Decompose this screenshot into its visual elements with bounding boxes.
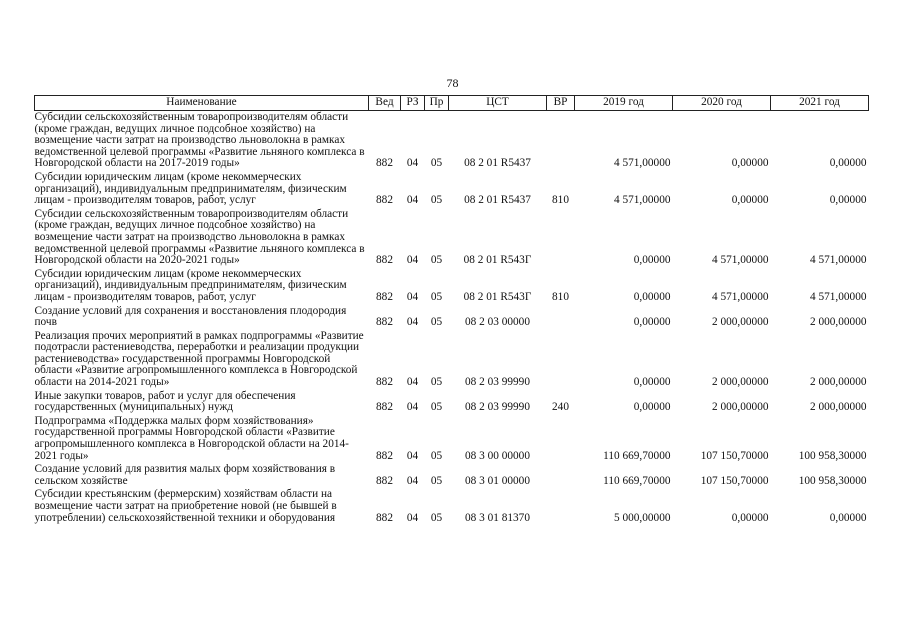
- cell-cst: 08 2 01 R543Г: [463, 254, 532, 267]
- header-rz: РЗ: [401, 96, 425, 111]
- table-header-row: [35, 96, 869, 111]
- cell-2020: 2 000,00000: [712, 316, 769, 329]
- cell-2020: 0,00000: [731, 511, 769, 524]
- cell-ved: 882: [376, 194, 393, 207]
- cell-2021: 2 000,00000: [810, 401, 867, 414]
- cell-ved: 882: [376, 511, 393, 524]
- header-2019: 2019 год: [575, 96, 673, 111]
- cell-name: Субсидии сельскохозяйственным товаропроизводителям области (кроме граждан, ведущих личное подсобное хозяйство) на возмещение части затрат на производство льноволокна в рамках ведомственной целевой программы «Развитие льняного комплекса в Новгородской области на 2017-2019 годы»: [34, 111, 365, 170]
- cell-vr: 810: [552, 194, 569, 207]
- cell-vr: [547, 111, 575, 171]
- cell-pr: 05: [430, 157, 443, 170]
- cell-cst: 08 2 01 R5437: [464, 194, 531, 207]
- cell-2019: 5 000,00000: [614, 511, 671, 524]
- cell-rz: 04: [406, 254, 419, 267]
- table-row: [35, 111, 869, 171]
- cell-ved: 882: [376, 316, 393, 329]
- cell-vr: [547, 305, 575, 330]
- cell-2019: 110 669,70000: [603, 449, 671, 462]
- cell-2019: 0,00000: [633, 401, 671, 414]
- header-pr: Пр: [425, 96, 449, 111]
- table-body: [35, 111, 869, 526]
- cell-2021: 100 958,30000: [798, 474, 867, 487]
- cell-name: Подпрограмма «Поддержка малых форм хозяйствования» государственной программы Новгородской области «Развитие агропромышленного комплекса в Новгородской области на 2014-2021 годы»: [34, 414, 349, 462]
- cell-2021: 0,00000: [829, 157, 867, 170]
- cell-pr: 05: [430, 449, 443, 462]
- cell-name: Создание условий для развития малых форм хозяйствования в сельском хозяйстве: [34, 463, 336, 487]
- cell-name: Создание условий для сохранения и восстановления плодородия почв: [34, 304, 347, 329]
- cell-name: Иные закупки товаров, работ и услуг для обеспечения государственных (муниципальных) нужд: [34, 389, 296, 414]
- table-row: [35, 208, 869, 268]
- cell-ved: 882: [376, 254, 393, 267]
- cell-name: Субсидии крестьянским (фермерским) хозяйствам области на возмещение части затрат на приобретение новой (не бывшей в употреблении) сельскохозяйственной техники и оборудования: [34, 488, 337, 524]
- header-name: Наименование: [35, 96, 369, 111]
- cell-pr: 05: [430, 290, 443, 303]
- table-row: [35, 305, 869, 330]
- cell-pr: 05: [430, 401, 443, 414]
- cell-2021: 4 571,00000: [810, 290, 867, 303]
- cell-ved: 882: [376, 474, 393, 487]
- cell-rz: 04: [406, 401, 419, 414]
- cell-2020: 107 150,70000: [700, 474, 769, 487]
- table-row: [35, 171, 869, 208]
- cell-pr: 05: [430, 254, 443, 267]
- cell-ved: 882: [376, 449, 393, 462]
- cell-vr: [547, 463, 575, 488]
- cell-2019: 4 571,00000: [614, 194, 671, 207]
- cell-2020: 4 571,00000: [712, 254, 769, 267]
- cell-cst: 08 2 01 R543Г: [463, 290, 532, 303]
- cell-cst: 08 2 03 00000: [465, 316, 530, 329]
- cell-vr: [547, 488, 575, 525]
- cell-cst: 08 2 03 99990: [465, 376, 530, 389]
- header-cst: ЦСТ: [449, 96, 547, 111]
- cell-2019: 0,00000: [633, 254, 671, 267]
- cell-rz: 04: [406, 376, 419, 389]
- cell-rz: 04: [406, 290, 419, 303]
- cell-2020: 0,00000: [731, 157, 769, 170]
- header-2021: 2021 год: [771, 96, 869, 111]
- cell-2021: 0,00000: [829, 194, 867, 207]
- cell-2020: 2 000,00000: [712, 376, 769, 389]
- cell-name: Субсидии юридическим лицам (кроме некоммерческих организаций), индивидуальным предпринимателям, физическим лицам - производителям товаров, работ, услуг: [34, 170, 347, 207]
- cell-2021: 2 000,00000: [810, 376, 867, 389]
- cell-rz: 04: [406, 194, 419, 207]
- cell-pr: 05: [430, 474, 443, 487]
- cell-rz: 04: [406, 157, 419, 170]
- table-row: [35, 268, 869, 305]
- cell-2020: 107 150,70000: [700, 449, 769, 462]
- cell-2021: 2 000,00000: [810, 316, 867, 329]
- header-vr: ВР: [547, 96, 575, 111]
- cell-cst: 08 3 01 00000: [465, 474, 530, 487]
- cell-vr: 810: [552, 290, 569, 303]
- cell-vr: [547, 415, 575, 463]
- budget-table: [34, 95, 869, 525]
- cell-2019: 4 571,00000: [614, 157, 671, 170]
- cell-rz: 04: [406, 474, 419, 487]
- cell-2020: 0,00000: [731, 194, 769, 207]
- cell-ved: 882: [376, 401, 393, 414]
- cell-vr: [547, 208, 575, 268]
- cell-pr: 05: [430, 316, 443, 329]
- cell-rz: 04: [406, 449, 419, 462]
- cell-ved: 882: [376, 290, 393, 303]
- table-row: [35, 488, 869, 525]
- cell-2019: 0,00000: [633, 290, 671, 303]
- table-row: [35, 415, 869, 463]
- cell-pr: 05: [430, 376, 443, 389]
- cell-2019: 110 669,70000: [603, 474, 671, 487]
- cell-name: Субсидии юридическим лицам (кроме некоммерческих организаций), индивидуальным предпринимателям, физическим лицам - производителям товаров, работ, услуг: [34, 267, 347, 303]
- cell-2021: 0,00000: [829, 511, 867, 524]
- header-2020: 2020 год: [673, 96, 771, 111]
- cell-rz: 04: [406, 511, 419, 524]
- cell-rz: 04: [406, 316, 419, 329]
- cell-2021: 4 571,00000: [810, 254, 867, 267]
- cell-cst: 08 2 03 99990: [465, 401, 530, 414]
- cell-cst: 08 3 00 00000: [465, 449, 530, 462]
- cell-name: Субсидии сельскохозяйственным товаропроизводителям области (кроме граждан, ведущих личное подсобное хозяйство) на возмещение части затрат на производство льноволокна в рамках ведомственной целевой программы «Развитие льняного комплекса в Новгородской области на 2020-2021 годы»: [34, 207, 365, 267]
- cell-name: Реализация прочих мероприятий в рамках подпрограммы «Развитие подотрасли растениеводства, переработки и реализации продукции растениеводства» государственной программы Новгородской области «Развитие агропромышленного комплекса в Новгородской области на 2014-2021 годы»: [34, 329, 364, 389]
- cell-cst: 08 3 01 81370: [465, 511, 530, 524]
- cell-2019: 0,00000: [633, 316, 671, 329]
- cell-pr: 05: [430, 194, 443, 207]
- cell-vr: 240: [552, 401, 569, 414]
- cell-cst: 08 2 01 R5437: [464, 157, 531, 170]
- cell-2021: 100 958,30000: [798, 449, 867, 462]
- cell-2019: 0,00000: [633, 376, 671, 389]
- cell-ved: 882: [376, 376, 393, 389]
- header-ved: Вед: [369, 96, 401, 111]
- page-number: 78: [446, 76, 459, 90]
- cell-pr: 05: [430, 511, 443, 524]
- cell-2020: 2 000,00000: [712, 401, 769, 414]
- cell-2020: 4 571,00000: [712, 290, 769, 303]
- cell-vr: [547, 330, 575, 390]
- table-row: [35, 463, 869, 488]
- table-row: [35, 330, 869, 390]
- table-row: [35, 390, 869, 415]
- cell-ved: 882: [376, 157, 393, 170]
